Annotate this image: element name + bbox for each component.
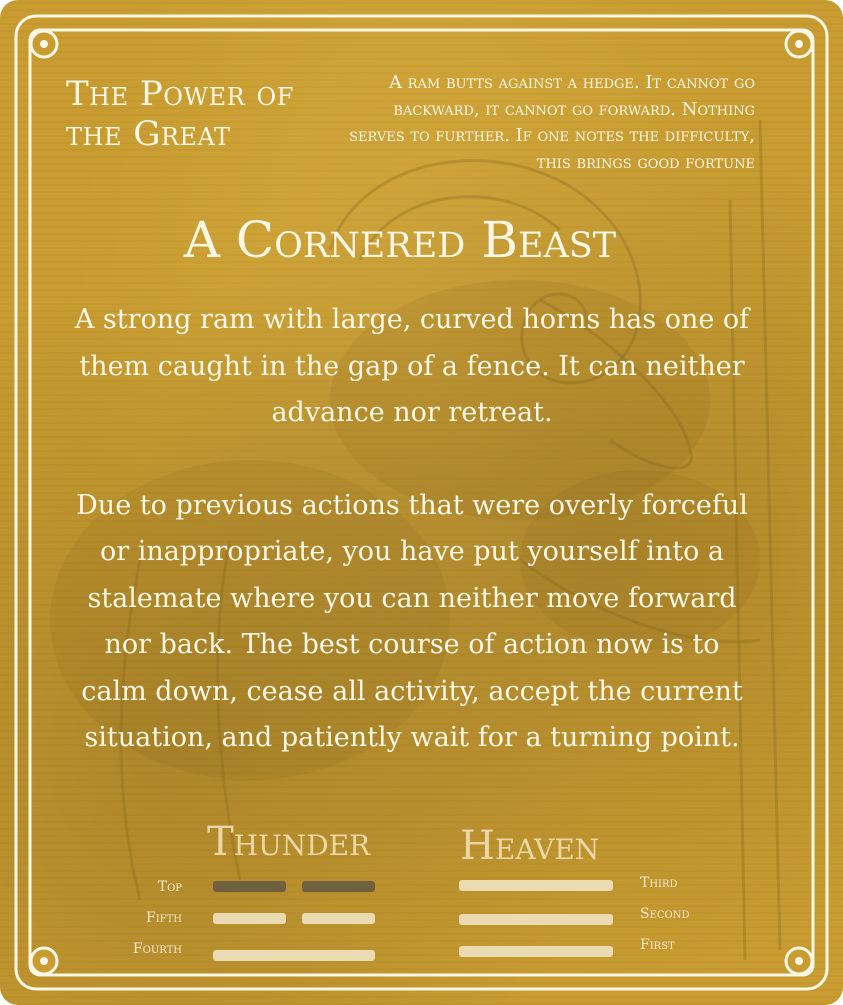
judgement-text: A ram butts against a hedge. It cannot go backward, it cannot go forward. Nothing serves to further. If one notes the difficulty, this brings good fortune (349, 72, 755, 173)
line-label-third: Third (640, 875, 678, 891)
fifth-line-left-segment (213, 913, 286, 924)
card-body (72, 297, 752, 762)
top-line-left-segment (213, 881, 286, 892)
lower-trigram-name: Heaven (460, 823, 600, 869)
first-line (459, 946, 613, 957)
fourth-line (213, 950, 375, 961)
top-line-right-segment (302, 881, 375, 892)
line-label-second: Second (640, 906, 690, 922)
second-line (459, 914, 613, 925)
body-paragraph: A strong ram with large, curved horns has one of them caught in the gap of a fence. It can neither advance nor retreat. (74, 304, 750, 428)
line-label-fourth: Fourth (132, 941, 182, 957)
line-label-first: First (640, 937, 675, 953)
card-title: The Power of the Great (66, 74, 294, 154)
line-heading: A Cornered Beast (183, 211, 617, 269)
body-paragraph: Due to previous actions that were overly forceful or inappropriate, you have put yourself into a stalemate where you can neither move forward nor back. The best course of action now is to calm down, cease all activity, accept the current situation, and patiently wait for a turning point. (76, 489, 748, 753)
line-label-fifth: Fifth (146, 910, 182, 926)
upper-trigram-name: Thunder (207, 819, 371, 865)
third-line (459, 880, 613, 891)
fifth-line-right-segment (302, 913, 375, 924)
line-label-top: Top (157, 879, 182, 895)
